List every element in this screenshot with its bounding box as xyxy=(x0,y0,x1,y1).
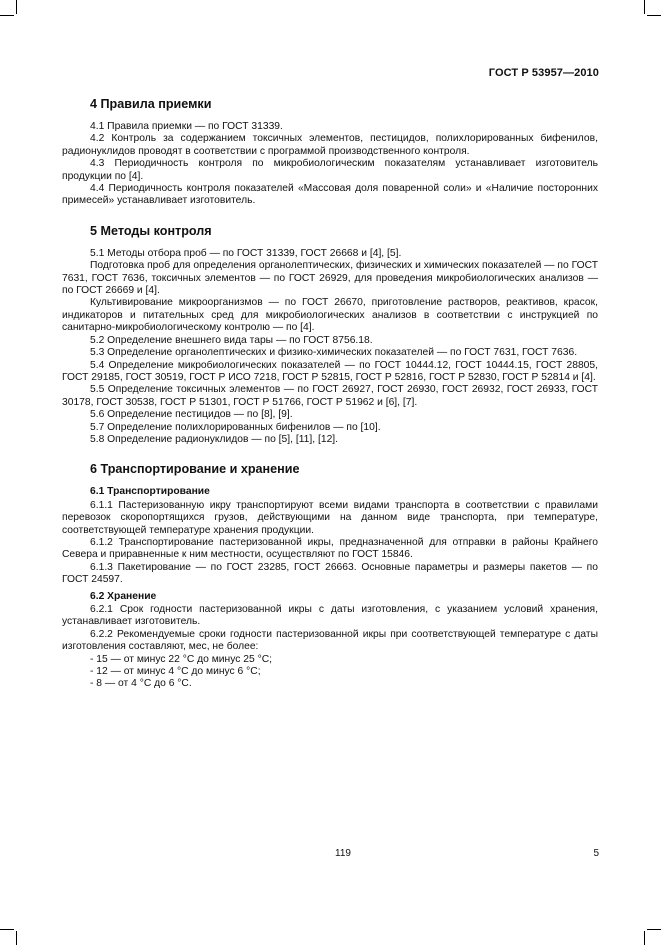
document-body xyxy=(62,97,598,691)
crop-mark xyxy=(647,15,661,16)
page-number-center: 119 xyxy=(335,848,351,859)
paragraph: 5.5 Определение токсичных элементов — по ГОСТ 26927, ГОСТ 26930, ГОСТ 26932, ГОСТ 26933, ГОСТ 30178, ГОСТ 30538, ГОСТ Р 51301, ГОСТ Р 51766, ГОСТ Р 51962 и [6], [7]. xyxy=(62,384,598,408)
paragraph: 4.2 Контроль за содержанием токсичных элементов, пестицидов, полихлорированных бифенилов, радионуклидов проводят в соответствии с программой производственного контроля. xyxy=(62,133,598,157)
subsection-6-1-title: 6.1 Транспортирование xyxy=(90,486,210,498)
crop-mark xyxy=(647,929,661,930)
paragraph: 6.1.1 Пастеризованную икру транспортируют всеми видами транспорта в соответствии с правилами перевозок скоропортящихся грузов, действующими на данном виде транспорта, при температуре, соответствующей температуре хранения продукции. xyxy=(62,499,598,536)
section-6-title: 6 Транспортирование и хранение xyxy=(90,462,300,477)
paragraph: 6.1.2 Транспортирование пастеризованной икры, предназначенной для отправки в районы Крайнего Севера и приравненные к ним местности, осуществляют по ГОСТ 15846. xyxy=(62,536,598,561)
paragraph: 6.2.2 Рекомендуемые сроки годности пастеризованной икры при соответствующей температуре с даты изготовления составляют, мес, не более: xyxy=(62,628,598,653)
paragraph: 6.2.1 Срок годности пастеризованной икры с даты изготовления, с указанием условий хранения, устанавливает изготовитель. xyxy=(62,604,598,628)
crop-mark xyxy=(16,0,17,14)
section-5-title: 5 Методы контроля xyxy=(90,223,212,238)
paragraph: Культивирование микроорганизмов — по ГОСТ 26670, приготовление растворов, реактивов, красок, индикаторов и питательных сред для микробиологических анализов в соответствии с инструкцией по санитарно-микробиологическому контролю — по [4]. xyxy=(62,297,598,334)
list-item: - 12 — от минус 4 °С до минус 6 °С; xyxy=(90,666,261,678)
paragraph: 4.4 Периодичность контроля показателей «Массовая доля поваренной соли» и «Наличие посторонних примесей» устанавливает изготовитель. xyxy=(62,183,598,207)
list-item: - 8 — от 4 °С до 6 °С. xyxy=(90,678,192,690)
paragraph: 5.1 Методы отбора проб — по ГОСТ 31339, ГОСТ 26668 и [4], [5]. xyxy=(90,247,402,259)
paragraph: 5.3 Определение органолептических и физико-химических показателей — по ГОСТ 7631, ГОСТ 7636. xyxy=(90,347,578,359)
paragraph: 4.1 Правила приемки — по ГОСТ 31339. xyxy=(90,121,283,132)
paragraph: 5.2 Определение внешнего вида тары — по ГОСТ 8756.18. xyxy=(90,334,373,346)
crop-mark xyxy=(644,931,645,945)
paragraph: 5.4 Определение микробиологических показателей — по ГОСТ 10444.12, ГОСТ 10444.15, ГОСТ 28805, ГОСТ 29185, ГОСТ 30519, ГОСТ Р ИСО 7218, ГОСТ Р 52815, ГОСТ Р 52816, ГОСТ Р 52830, ГОСТ Р 52814 и [4]. xyxy=(62,359,598,383)
paragraph: 5.8 Определение радионуклидов — по [5], [11], [12]. xyxy=(90,433,339,445)
list-item: - 15 — от минус 22 °С до минус 25 °С; xyxy=(90,653,273,665)
paragraph: 5.6 Определение пестицидов — по [8], [9]. xyxy=(90,409,293,421)
paragraph: 6.1.3 Пакетирование — по ГОСТ 23285, ГОСТ 26663. Основные параметры и размеры пакетов — по ГОСТ 24597. xyxy=(62,561,598,586)
paragraph: 4.3 Периодичность контроля по микробиологическим показателям устанавливает изготовитель продукции по [4]. xyxy=(62,158,598,182)
crop-mark xyxy=(644,0,645,14)
crop-mark xyxy=(0,929,14,930)
paragraph: Подготовка проб для определения органолептических, физических и химических показателей — по ГОСТ 7631, ГОСТ 7636, токсичных элементов — по ГОСТ 26929, для проведения микробиологических анализов — по ГОСТ 26669 и [4]. xyxy=(62,260,598,297)
crop-mark xyxy=(0,15,14,16)
crop-mark xyxy=(16,931,17,945)
page-number-right: 5 xyxy=(593,848,599,859)
document-id: ГОСТ Р 53957—2010 xyxy=(488,67,599,79)
subsection-6-2-title: 6.2 Хранение xyxy=(90,590,157,602)
paragraph: 5.7 Определение полихлорированных бифенилов — по [10]. xyxy=(90,421,381,433)
section-4-title: 4 Правила приемки xyxy=(90,97,212,111)
